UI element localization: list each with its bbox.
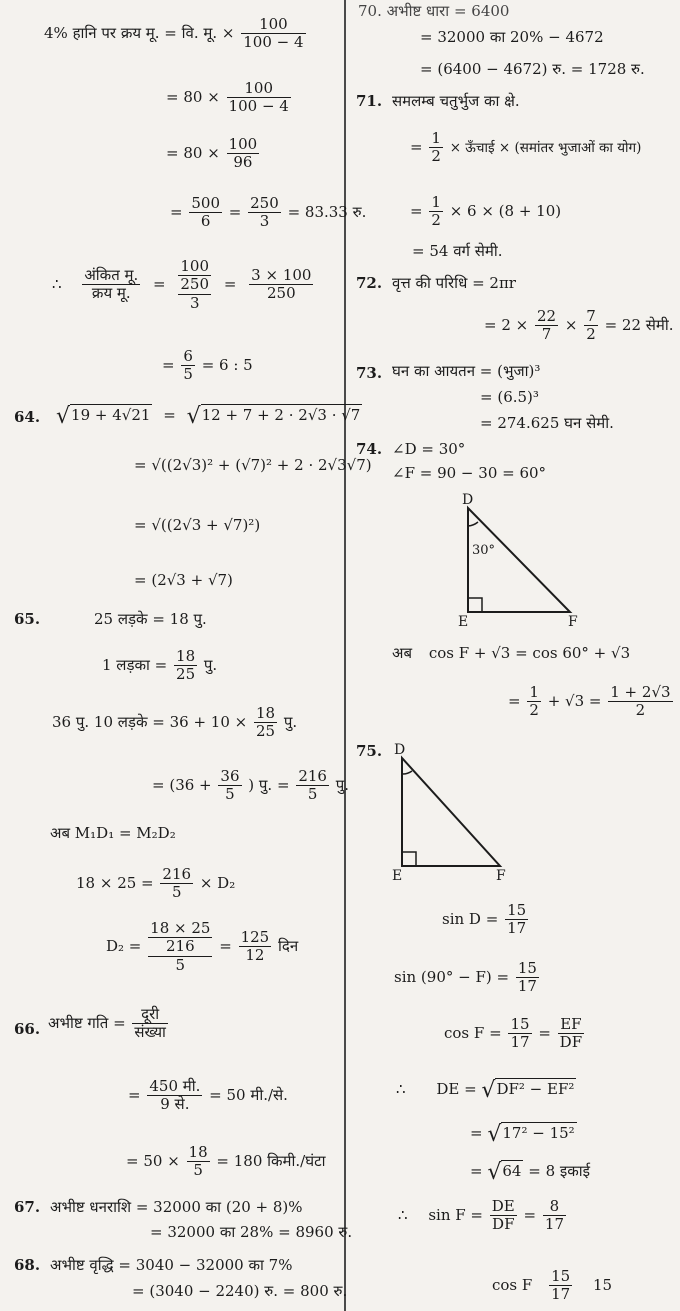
s66-line-1: अभीष्ट गति = $\frac{\text{दूरी}}{\text{संख्या}}$ (48, 1005, 166, 1042)
s73-line-2: = (6.5)³ (480, 388, 539, 406)
s66-line-2: = $\frac{\text{450 मी.}}{\text{9 से.}}$ = 50 मी./से. (128, 1077, 288, 1114)
question-number: 73. (356, 364, 383, 382)
vertex-label-f: F (496, 868, 506, 884)
s65-line-5: अब M₁D₁ = M₂D₂ (50, 824, 176, 842)
vertex-label-d: D (394, 742, 406, 758)
question-number: 66. (14, 1020, 41, 1038)
right-angle-marker (402, 852, 416, 866)
s74-line-1: ∠D = 30° (392, 440, 466, 458)
s75-line-1: sin D = $\frac{15}{17}$ (442, 901, 527, 938)
s72-line-1: वृत्त की परिधि = 2πr (392, 274, 516, 292)
s71-line-4: = 54 वर्ग सेमी. (412, 242, 503, 260)
s75-line-6: = √64 = 8 इकाई (470, 1160, 591, 1185)
question-number: 67. (14, 1198, 41, 1216)
question-number: 71. (356, 92, 383, 110)
triangle-diagram-75 (386, 736, 516, 886)
s65-line-3: 36 पु. 10 लड़के = 36 + 10 × $\frac{18}{25}$ पु. (52, 704, 298, 741)
s74-line-2: ∠F = 90 − 30 = 60° (392, 464, 547, 482)
s70-line-2: = (6400 − 4672) रु. = 1728 रु. (420, 60, 645, 78)
question-number: 64. (14, 408, 41, 426)
s73-line-3: = 274.625 घन सेमी. (480, 414, 614, 432)
vertex-label-e: E (458, 614, 469, 628)
angle-arc (468, 522, 478, 526)
s63-line-2: = 80 × $\frac{100}{100 - 4}$ (166, 79, 289, 116)
s75-line-7: ∴ sin F = $\frac{DE}{DF}$ = $\frac{8}{17}$ (398, 1197, 564, 1234)
s75-line-8: cos F $\frac{15}{17}$ 15 (492, 1267, 613, 1304)
s72-line-2: = 2 × $\frac{22}{7}$ × $\frac{7}{2}$ = 22 सेमी. (484, 307, 674, 344)
s68-line-2: = (3040 − 2240) रु. = 800 रु. (132, 1282, 348, 1300)
s63-line-4: = $\frac{500}{6}$ = $\frac{250}{3}$ = 83.33 रु. (170, 194, 367, 231)
question-number: 72. (356, 274, 383, 292)
s71-line-1: समलम्ब चतुर्भुज का क्षे. (392, 92, 520, 110)
s63-line-1: 4% हानि पर क्रय मू. = वि. मू. × $\frac{100}{100 - 4}$ (44, 15, 304, 52)
s71-line-2: = $\frac{1}{2}$ × ऊँचाई × (समांतर भुजाओं का योग) (410, 129, 642, 166)
s64-line-1: √19 + 4√21 = √12 + 7 + 2 · 2√3 · √7 (56, 404, 361, 429)
angle-arc (402, 771, 412, 774)
s71-line-3: = $\frac{1}{2}$ × 6 × (8 + 10) (410, 193, 562, 230)
s74-line-4: = $\frac{1}{2}$ + √3 = $\frac{1 + 2√3}{2}$ (508, 683, 671, 720)
s63-line-3: = 80 × $\frac{100}{96}$ (166, 135, 258, 172)
right-angle-marker (468, 598, 482, 612)
triangle-diagram-74 (450, 488, 590, 628)
question-number: 74. (356, 440, 383, 458)
vertex-label-f: F (568, 614, 578, 628)
fraction: $\frac{100}{100 - 4}$ (243, 15, 304, 52)
s65-line-4: = (36 + $\frac{36}{5}$ ) पु. = $\frac{216}{5}$ पु. (152, 767, 350, 804)
s67-line-2: = 32000 का 28% = 8960 रु. (150, 1223, 353, 1241)
s65-line-2: 1 लड़का = $\frac{18}{25}$ पु. (102, 647, 218, 684)
s66-line-3: = 50 × $\frac{18}{5}$ = 180 किमी./घंटा (126, 1143, 326, 1180)
s74-line-3: अब cos F + √3 = cos 60° + √3 (392, 644, 631, 662)
s64-line-3: = √((2√3 + √7)²) (134, 516, 261, 534)
s65-line-6: 18 × 25 = $\frac{216}{5}$ × D₂ (76, 865, 236, 902)
s75-line-3: cos F = $\frac{15}{17}$ = $\frac{EF}{DF}$ (444, 1015, 583, 1052)
s65-line-1: 25 लड़के = 18 पु. (94, 610, 207, 628)
s73-line-1: घन का आयतन = (भुजा)³ (392, 362, 541, 380)
s63-line-5: ∴ $\frac{\text{अंकित मू.}}{\text{क्रय मू.}}$ = 100 250 3 = $\frac{3 \times 100}{250}$ (52, 257, 312, 312)
question-number: 65. (14, 610, 41, 628)
s75-line-4: ∴ DE = √DF² − EF² (396, 1078, 575, 1103)
s70-line-1: = 32000 का 20% − 4672 (420, 28, 604, 46)
s70-line-0: 70. अभीष्ट धारा = 6400 (358, 2, 510, 20)
s67-line-1: अभीष्ट धनराशि = 32000 का (20 + 8)% (50, 1198, 303, 1216)
s75-line-2: sin (90° − F) = $\frac{15}{17}$ (394, 959, 537, 996)
s64-line-4: = (2√3 + √7) (134, 571, 233, 589)
vertex-label-d: D (462, 492, 474, 508)
s65-line-7: D₂ = 18 × 25 216 5 = $\frac{125}{12}$ दिन (106, 919, 299, 974)
s68-line-1: अभीष्ट वृद्धि = 3040 − 32000 का 7% (50, 1256, 293, 1274)
s64-line-2: = √((2√3)² + (√7)² + 2 · 2√3√7) (134, 456, 372, 474)
angle-label: 30° (472, 543, 496, 558)
question-number: 68. (14, 1256, 41, 1274)
s63-line-6: = $\frac{6}{5}$ = 6 : 5 (162, 347, 253, 384)
triangle-def (402, 758, 500, 866)
s75-line-5: = √17² − 15² (470, 1122, 575, 1147)
question-number: 75. (356, 742, 383, 760)
vertex-label-e: E (392, 868, 403, 884)
triangle-def (468, 508, 570, 612)
